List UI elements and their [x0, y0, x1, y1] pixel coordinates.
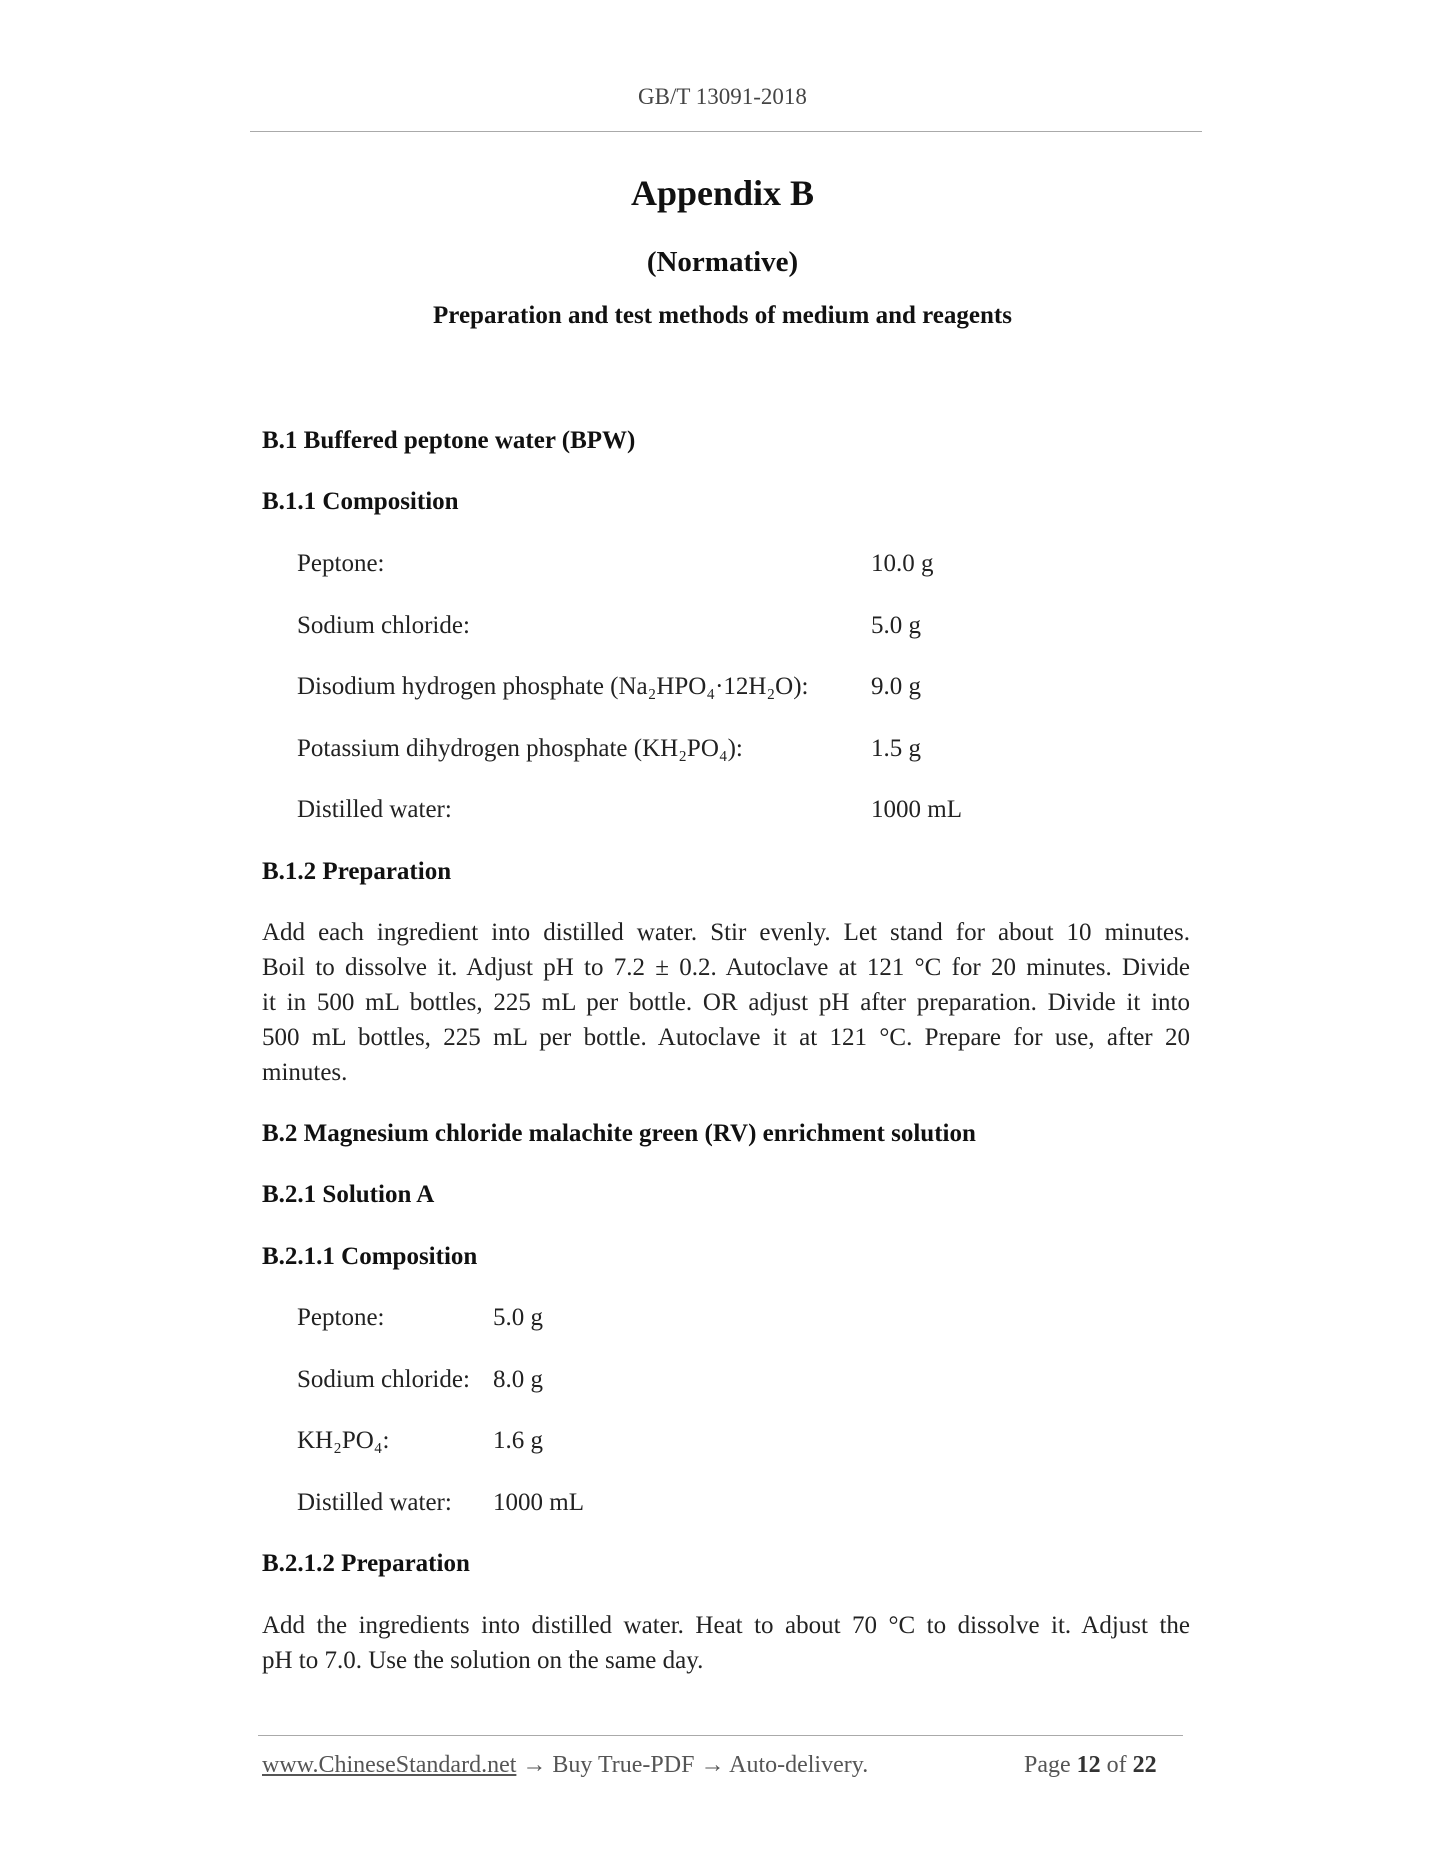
- composition-label: Sodium chloride:: [297, 612, 470, 639]
- b2-preparation-paragraph: [262, 1608, 1190, 1678]
- composition-value: 1000 mL: [493, 1489, 584, 1516]
- composition-label: KH₂PO₄:: [297, 1427, 390, 1454]
- paragraph-line: pH to 7.0. Use the solution on the same day.: [262, 1647, 704, 1674]
- page-number: [1024, 1752, 1157, 1779]
- footer-link-line: [262, 1752, 868, 1779]
- section-heading-b2-1-1: B.2.1.1 Composition: [262, 1243, 478, 1270]
- section-heading-b2-1-2: B.2.1.2 Preparation: [262, 1550, 470, 1577]
- composition-value: 8.0 g: [493, 1366, 543, 1393]
- composition-label: Peptone:: [297, 550, 385, 577]
- chinesestandard-link[interactable]: www.ChineseStandard.net: [262, 1752, 517, 1778]
- composition-label: Disodium hydrogen phosphate (Na₂HPO₄·12H₂O):: [297, 673, 809, 700]
- b1-preparation-paragraph: [262, 915, 1190, 1090]
- composition-label: Distilled water:: [297, 796, 452, 823]
- composition-value: 5.0 g: [493, 1304, 543, 1331]
- page-current: 12: [1076, 1752, 1101, 1778]
- paragraph-line: Boil to dissolve it. Adjust pH to 7.2 ± 0.2. Autoclave at 121 °C for 20 minutes. Divide: [262, 954, 1190, 981]
- header-divider: [250, 131, 1202, 132]
- section-heading-b1-2: B.1.2 Preparation: [262, 858, 452, 885]
- paragraph-line: it in 500 mL bottles, 225 mL per bottle. OR adjust pH after preparation. Divide it into: [262, 989, 1190, 1016]
- document-header-id: GB/T 13091-2018: [638, 84, 807, 109]
- footer-divider: [258, 1735, 1183, 1736]
- composition-label: Distilled water:: [297, 1489, 452, 1516]
- paragraph-line: minutes.: [262, 1059, 348, 1086]
- page-word: Page: [1024, 1752, 1071, 1778]
- page-total: 22: [1132, 1752, 1157, 1778]
- paragraph-line: 500 mL bottles, 225 mL per bottle. Autoclave it at 121 °C. Prepare for use, after 20: [262, 1024, 1190, 1051]
- composition-value: 5.0 g: [871, 612, 921, 639]
- section-heading-b2-1: B.2.1 Solution A: [262, 1181, 435, 1208]
- appendix-caption: Preparation and test methods of medium and reagents: [433, 302, 1012, 329]
- appendix-subtitle: (Normative): [646, 246, 799, 278]
- of-word: of: [1106, 1752, 1127, 1778]
- composition-value: 9.0 g: [871, 673, 921, 700]
- appendix-title: Appendix B: [630, 173, 815, 213]
- composition-label: Potassium dihydrogen phosphate (KH₂PO₄):: [297, 735, 743, 762]
- section-heading-b1: B.1 Buffered peptone water (BPW): [262, 427, 636, 454]
- section-heading-b1-1: B.1.1 Composition: [262, 488, 459, 515]
- composition-value: 10.0 g: [871, 550, 934, 577]
- footer-suffix: → Buy True-PDF → Auto-delivery.: [522, 1752, 869, 1778]
- paragraph-line: Add the ingredients into distilled water. Heat to about 70 °C to dissolve it. Adjust the: [262, 1612, 1190, 1639]
- composition-label: Peptone:: [297, 1304, 385, 1331]
- composition-label: Sodium chloride:: [297, 1366, 470, 1393]
- composition-value: 1000 mL: [871, 796, 962, 823]
- composition-value: 1.5 g: [871, 735, 921, 762]
- section-heading-b2: B.2 Magnesium chloride malachite green (RV) enrichment solution: [262, 1120, 976, 1147]
- paragraph-line: Add each ingredient into distilled water. Stir evenly. Let stand for about 10 minutes.: [262, 919, 1190, 946]
- composition-value: 1.6 g: [493, 1427, 543, 1454]
